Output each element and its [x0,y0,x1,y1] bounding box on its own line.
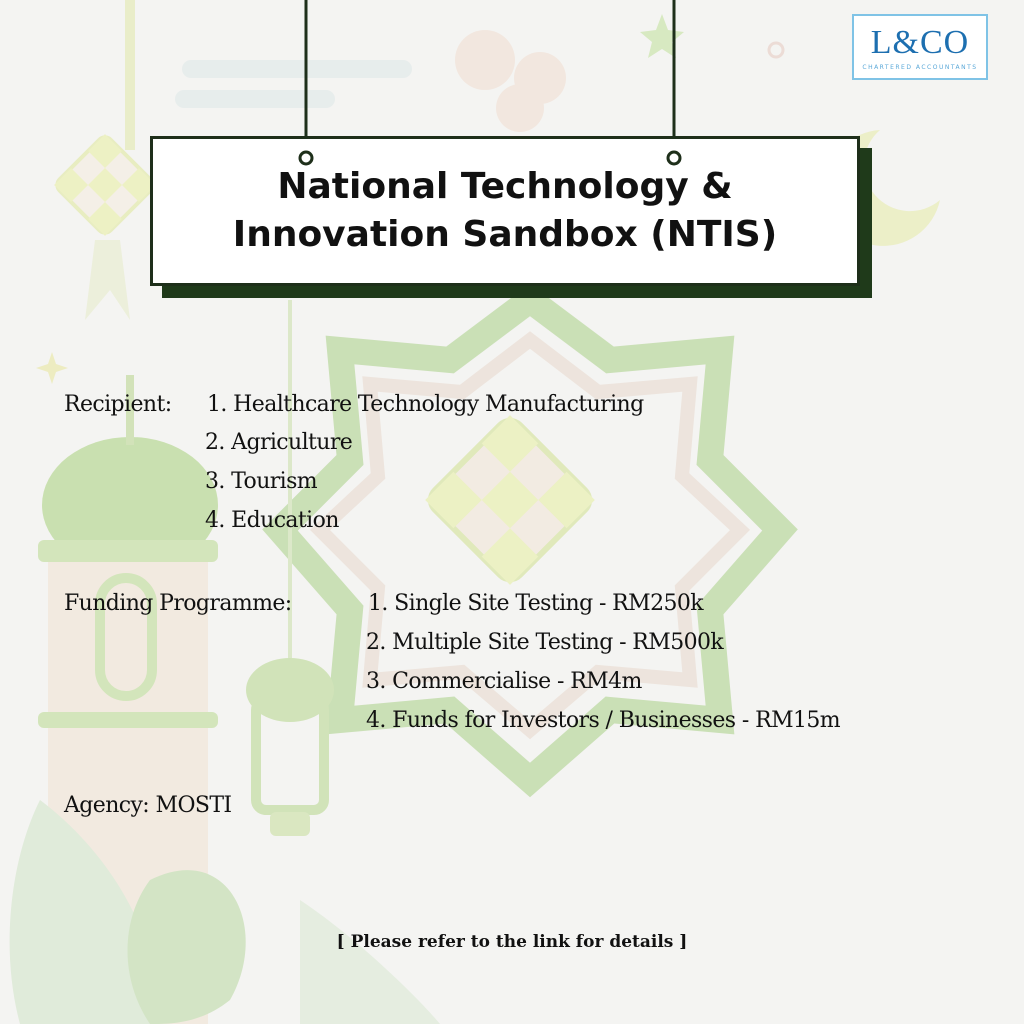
recipient-label: Recipient: [64,392,172,417]
funding-label: Funding Programme: [64,591,292,616]
logo-tagline: CHARTERED ACCOUNTANTS [862,64,978,71]
funding-item: 4. Funds for Investors / Businesses - RM15m [366,708,841,733]
footer-note: [ Please refer to the link for details ] [336,932,688,952]
page-title [233,163,777,259]
title-line-1: National Technology & [277,166,733,207]
title-board [150,136,860,286]
funding-item: 1. Single Site Testing - RM250k [368,591,703,616]
funding-item: 2. Multiple Site Testing - RM500k [366,630,724,655]
recipient-item: 2. Agriculture [205,430,353,455]
ketupat-decoration [425,415,595,585]
sparkle-decoration [36,352,68,384]
recipient-item: 1. Healthcare Technology Manufacturing [207,392,644,417]
logo-brand: L&CO [870,24,970,61]
small-ketupat-decoration [54,134,156,236]
funding-item: 3. Commercialise - RM4m [366,669,642,694]
agency-text: Agency: MOSTI [64,793,232,818]
recipient-item: 4. Education [205,508,339,533]
company-logo [852,14,988,80]
recipient-item: 3. Tourism [205,469,318,494]
star-decoration [640,14,684,58]
title-line-2: Innovation Sandbox (NTIS) [232,214,778,255]
